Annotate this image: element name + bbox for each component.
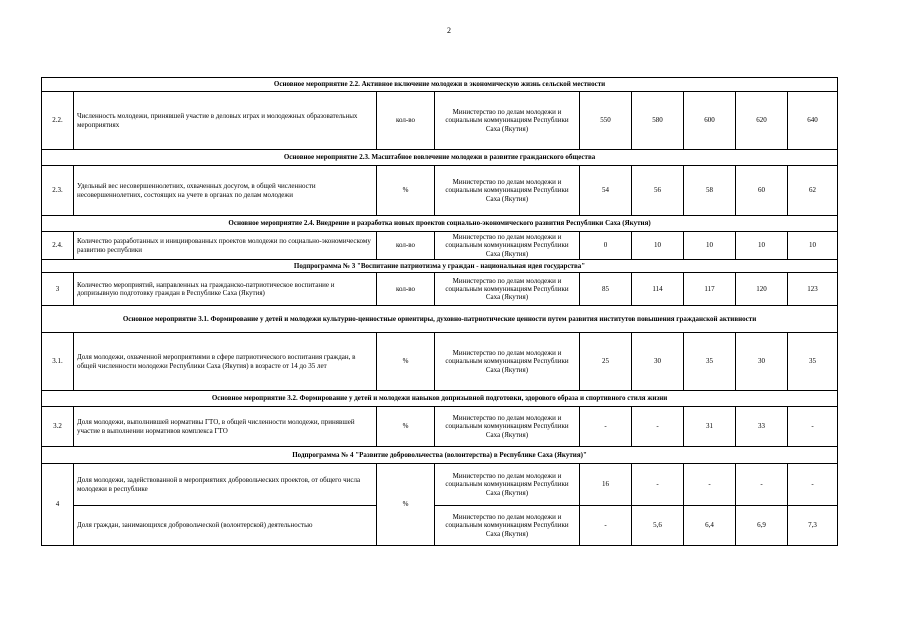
value-cell: 120 bbox=[736, 273, 788, 306]
value-cell: 85 bbox=[580, 273, 632, 306]
value-cell: 114 bbox=[632, 273, 684, 306]
indicator-name: Количество мероприятий, направленных на гражданско-патриотическое воспитание и допризывную подготовку граждан в Республике Саха (Якутия) bbox=[74, 273, 377, 306]
responsible-org: Министерство по делам молодежи и социальным коммуникациям Республики Саха (Якутия) bbox=[435, 166, 580, 216]
value-cell: 10 bbox=[788, 232, 838, 260]
row-number: 2.4. bbox=[42, 232, 74, 260]
value-cell: 550 bbox=[580, 92, 632, 150]
unit-cell: кол-во bbox=[377, 232, 435, 260]
unit-cell: кол-во bbox=[377, 273, 435, 306]
row-number: 3.1. bbox=[42, 333, 74, 391]
table-row bbox=[42, 273, 838, 306]
value-cell: 25 bbox=[580, 333, 632, 391]
row-number: 3.2 bbox=[42, 407, 74, 447]
value-cell: 580 bbox=[632, 92, 684, 150]
value-cell: - bbox=[580, 506, 632, 546]
value-cell: 56 bbox=[632, 166, 684, 216]
value-cell: 117 bbox=[684, 273, 736, 306]
section-row bbox=[42, 216, 838, 232]
value-cell: 33 bbox=[736, 407, 788, 447]
value-cell: 7,3 bbox=[788, 506, 838, 546]
value-cell: 620 bbox=[736, 92, 788, 150]
indicator-name: Доля молодежи, задействованной в мероприятиях добровольческих проектов, от общего числа молодежи в республике bbox=[74, 464, 377, 506]
value-cell: 123 bbox=[788, 273, 838, 306]
responsible-org: Министерство по делам молодежи и социальным коммуникациям Республики Саха (Якутия) bbox=[435, 232, 580, 260]
value-cell: - bbox=[788, 464, 838, 506]
responsible-org: Министерство по делам молодежи и социальным коммуникациям Республики Саха (Якутия) bbox=[435, 333, 580, 391]
table-row bbox=[42, 333, 838, 391]
table-row bbox=[42, 464, 838, 506]
unit-cell: % bbox=[377, 166, 435, 216]
value-cell: 16 bbox=[580, 464, 632, 506]
responsible-org: Министерство по делам молодежи и социальным коммуникациям Республики Саха (Якутия) bbox=[435, 92, 580, 150]
indicator-name: Доля молодежи, охваченной мероприятиями в сфере патриотического воспитания граждан, в общей численности молодежи Республики Саха (Якутия) в возрасте от 14 до 35 лет bbox=[74, 333, 377, 391]
section-heading: Основное мероприятие 3.1. Формирование у детей и молодежи культурно-ценностные ориентиры, духовно-патриотические ценности путем развития институтов повышения гражданской активности bbox=[42, 306, 838, 333]
section-row bbox=[42, 447, 838, 464]
section-row bbox=[42, 78, 838, 92]
section-row bbox=[42, 260, 838, 273]
table-row bbox=[42, 166, 838, 216]
value-cell: 6,9 bbox=[736, 506, 788, 546]
value-cell: 58 bbox=[684, 166, 736, 216]
value-cell: - bbox=[580, 407, 632, 447]
value-cell: 62 bbox=[788, 166, 838, 216]
page-number: 2 bbox=[447, 26, 451, 35]
indicator-name: Доля граждан, занимающихся добровольческой (волонтерской) деятельностью bbox=[74, 506, 377, 546]
responsible-org: Министерство по делам молодежи и социальным коммуникациям Республики Саха (Якутия) bbox=[435, 407, 580, 447]
row-number: 2.3. bbox=[42, 166, 74, 216]
value-cell: 0 bbox=[580, 232, 632, 260]
value-cell: 5,6 bbox=[632, 506, 684, 546]
table-row bbox=[42, 506, 838, 546]
row-number: 3 bbox=[42, 273, 74, 306]
indicator-name: Удельный вес несовершеннолетних, охваченных досугом, в общей численности несовершеннолетних, состоящих на учете в органах по делам молодежи bbox=[74, 166, 377, 216]
indicator-name: Количество разработанных и инициированных проектов молодежи по социально-экономическому развитию республики bbox=[74, 232, 377, 260]
indicators-table bbox=[41, 77, 838, 546]
value-cell: 31 bbox=[684, 407, 736, 447]
value-cell: - bbox=[736, 464, 788, 506]
value-cell: 60 bbox=[736, 166, 788, 216]
section-heading: Подпрограмма № 3 "Воспитание патриотизма у граждан - национальная идея государства" bbox=[42, 260, 838, 273]
value-cell: 35 bbox=[788, 333, 838, 391]
section-heading: Основное мероприятие 2.4. Внедрение и разработка новых проектов социально-экономического развития Республики Саха (Якутия) bbox=[42, 216, 838, 232]
section-heading: Подпрограмма № 4 "Развитие добровольчества (волонтерства) в Республике Саха (Якутия)" bbox=[42, 447, 838, 464]
value-cell: 30 bbox=[632, 333, 684, 391]
table-row bbox=[42, 232, 838, 260]
value-cell: - bbox=[684, 464, 736, 506]
responsible-org: Министерство по делам молодежи и социальным коммуникациям Республики Саха (Якутия) bbox=[435, 506, 580, 546]
value-cell: 640 bbox=[788, 92, 838, 150]
value-cell: 35 bbox=[684, 333, 736, 391]
section-heading: Основное мероприятие 2.2. Активное включение молодежи в экономическую жизнь сельской местности bbox=[42, 78, 838, 92]
unit-cell: кол-во bbox=[377, 92, 435, 150]
row-number: 2.2. bbox=[42, 92, 74, 150]
table-row bbox=[42, 407, 838, 447]
responsible-org: Министерство по делам молодежи и социальным коммуникациям Республики Саха (Якутия) bbox=[435, 464, 580, 506]
value-cell: 30 bbox=[736, 333, 788, 391]
section-heading: Основное мероприятие 3.2. Формирование у детей и молодежи навыков допризывной подготовки, здорового образа и спортивного стиля жизни bbox=[42, 391, 838, 407]
section-row bbox=[42, 391, 838, 407]
unit-cell: % bbox=[377, 407, 435, 447]
value-cell: 6,4 bbox=[684, 506, 736, 546]
indicator-name: Численность молодежи, принявшей участие в деловых играх и молодежных образовательных мероприятиях bbox=[74, 92, 377, 150]
section-row bbox=[42, 150, 838, 166]
table-row bbox=[42, 92, 838, 150]
unit-cell: % bbox=[377, 333, 435, 391]
responsible-org: Министерство по делам молодежи и социальным коммуникациям Республики Саха (Якутия) bbox=[435, 273, 580, 306]
value-cell: - bbox=[632, 407, 684, 447]
indicator-name: Доля молодежи, выполнившей нормативы ГТО, в общей численности молодежи, принявшей участие в выполнении нормативов комплекса ГТО bbox=[74, 407, 377, 447]
value-cell: 54 bbox=[580, 166, 632, 216]
section-row bbox=[42, 306, 838, 333]
row-number: 4 bbox=[42, 464, 74, 546]
value-cell: 10 bbox=[632, 232, 684, 260]
value-cell: 10 bbox=[736, 232, 788, 260]
section-heading: Основное мероприятие 2.3. Масштабное вовлечение молодежи в развитие гражданского общества bbox=[42, 150, 838, 166]
value-cell: 600 bbox=[684, 92, 736, 150]
unit-cell: % bbox=[377, 464, 435, 546]
value-cell: 10 bbox=[684, 232, 736, 260]
value-cell: - bbox=[788, 407, 838, 447]
value-cell: - bbox=[632, 464, 684, 506]
